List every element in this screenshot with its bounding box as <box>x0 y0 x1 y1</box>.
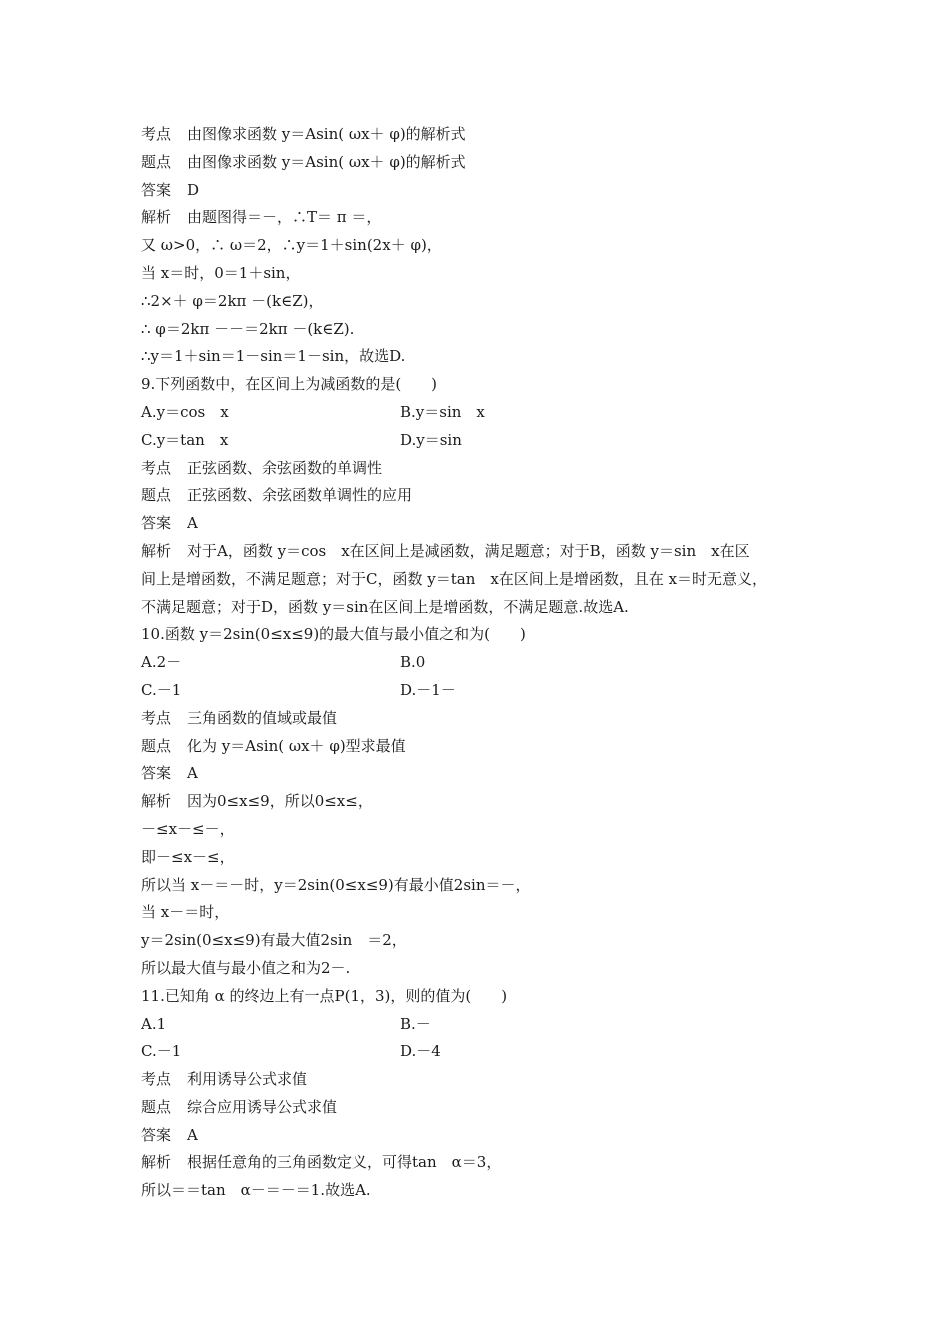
option-left: A.1 <box>141 1014 167 1033</box>
text-line <box>141 1149 831 1177</box>
option-row <box>141 427 831 455</box>
option-row <box>141 677 831 705</box>
text-line <box>141 566 831 594</box>
line-text: D <box>187 180 200 199</box>
line-text: 正弦函数、余弦函数的单调性 <box>187 458 383 477</box>
option-left: A.y＝cos x <box>141 402 229 421</box>
line-text: 所以当 x－＝－时，y＝2sin(0≤x≤9)有最小值2sin＝－， <box>141 875 531 894</box>
section-label: 考点 <box>141 1070 172 1089</box>
line-text: ∴y＝1＋sin＝1－sin＝1－sin，故选D. <box>141 347 406 366</box>
text-line <box>141 788 831 816</box>
section-label: 答案 <box>141 1125 172 1144</box>
section-label: 解析 <box>141 792 172 811</box>
section-label: 答案 <box>141 180 172 199</box>
line-text: 当 x＝时，0＝1＋sin， <box>141 263 301 282</box>
section-label: 答案 <box>141 514 172 533</box>
text-line <box>141 232 831 260</box>
line-text: 所以最大值与最小值之和为2－. <box>141 958 351 977</box>
section-label: 考点 <box>141 458 172 477</box>
line-text: 综合应用诱导公式求值 <box>187 1097 338 1116</box>
section-label: 题点 <box>141 486 172 505</box>
text-line <box>141 705 831 733</box>
line-text: 利用诱导公式求值 <box>187 1070 308 1089</box>
line-text: 由题图得＝－，∴T＝ π ＝， <box>187 208 382 227</box>
option-right: B.y＝sin x <box>400 402 485 421</box>
text-line <box>141 121 831 149</box>
option-row <box>141 1038 831 1066</box>
text-line <box>141 316 831 344</box>
text-line <box>141 288 831 316</box>
text-line <box>141 1177 831 1205</box>
line-text: 11.已知角 α 的终边上有一点P(1，3)，则的值为( ) <box>141 986 508 1005</box>
line-text: 化为 y＝Asin( ωx＋ φ)型求最值 <box>187 736 406 755</box>
section-label: 解析 <box>141 541 172 560</box>
text-line <box>141 455 831 483</box>
option-left: C.－1 <box>141 680 182 699</box>
text-line <box>141 538 831 566</box>
line-text: 由图像求函数 y＝Asin( ωx＋ φ)的解析式 <box>187 125 466 143</box>
line-text: 不满足题意；对于D，函数 y＝sin在区间上是增函数，不满足题意.故选A. <box>141 597 629 616</box>
option-row <box>141 399 831 427</box>
option-right: D.y＝sin <box>400 430 462 449</box>
option-right: D.－1－ <box>400 680 456 699</box>
line-text: 根据任意角的三角函数定义，可得tan α＝3， <box>187 1153 502 1172</box>
line-text: 对于A，函数 y＝cos x在区间上是减函数，满足题意；对于B，函数 y＝sin x在区 <box>187 541 750 560</box>
line-text: 当 x－＝时， <box>141 903 230 922</box>
text-line <box>141 510 831 538</box>
text-line <box>141 482 831 510</box>
line-text: 9.下列函数中，在区间上为减函数的是( ) <box>141 375 438 394</box>
text-line <box>141 760 831 788</box>
line-text: y＝2sin(0≤x≤9)有最大值2sin ＝2， <box>141 931 407 950</box>
line-text: 10.函数 y＝2sin(0≤x≤9)的最大值与最小值之和为( ) <box>141 625 526 644</box>
line-text: 正弦函数、余弦函数单调性的应用 <box>187 486 413 505</box>
line-text: 由图像求函数 y＝Asin( ωx＋ φ)的解析式 <box>187 152 466 171</box>
section-label: 题点 <box>141 1097 172 1116</box>
section-label: 考点 <box>141 708 172 727</box>
text-line <box>141 343 831 371</box>
option-left: C.－1 <box>141 1042 182 1061</box>
line-text: 间上是增函数，不满足题意；对于C，函数 y＝tan x在区间上是增函数，且在 x＝时无意义， <box>141 569 768 588</box>
text-line <box>141 371 831 399</box>
text-line <box>141 621 831 649</box>
text-line <box>141 1094 831 1122</box>
section-label: 解析 <box>141 1153 172 1172</box>
line-text: A <box>187 764 198 783</box>
text-line <box>141 149 831 177</box>
text-line <box>141 983 831 1011</box>
option-row <box>141 1011 831 1039</box>
line-text: －≤x－≤－， <box>141 819 235 838</box>
option-row <box>141 649 831 677</box>
line-text: ∴ φ＝2kπ －－＝2kπ －(k∈Z). <box>141 319 355 338</box>
text-line <box>141 1122 831 1150</box>
line-text: A <box>187 1125 198 1144</box>
text-line <box>141 177 831 205</box>
option-right: B.0 <box>400 653 426 672</box>
line-text: 即－≤x－≤， <box>141 847 235 866</box>
text-line <box>141 260 831 288</box>
text-line <box>141 844 831 872</box>
section-label: 题点 <box>141 736 172 755</box>
section-label: 解析 <box>141 208 172 227</box>
option-left: C.y＝tan x <box>141 430 229 449</box>
text-line <box>141 927 831 955</box>
section-label: 题点 <box>141 152 172 171</box>
text-line <box>141 955 831 983</box>
line-text: 因为0≤x≤9，所以0≤x≤， <box>187 792 373 811</box>
document-content <box>141 121 831 1205</box>
text-line <box>141 899 831 927</box>
option-right: D.－4 <box>400 1042 441 1061</box>
line-text: A <box>187 514 198 533</box>
option-left: A.2－ <box>141 653 182 672</box>
section-label: 答案 <box>141 764 172 783</box>
line-text: 又 ω>0，∴ ω＝2，∴y＝1＋sin(2x＋ φ)， <box>141 236 442 255</box>
line-text: ∴2×＋ φ＝2kπ －(k∈Z)， <box>141 291 324 310</box>
line-text: 所以＝＝tan α－＝－＝1.故选A. <box>141 1181 371 1200</box>
text-line <box>141 594 831 622</box>
text-line <box>141 1066 831 1094</box>
line-text: 三角函数的值域或最值 <box>187 708 338 727</box>
text-line <box>141 816 831 844</box>
text-line <box>141 872 831 900</box>
section-label: 考点 <box>141 125 172 143</box>
option-right: B.－ <box>400 1014 431 1033</box>
text-line <box>141 204 831 232</box>
text-line <box>141 733 831 761</box>
